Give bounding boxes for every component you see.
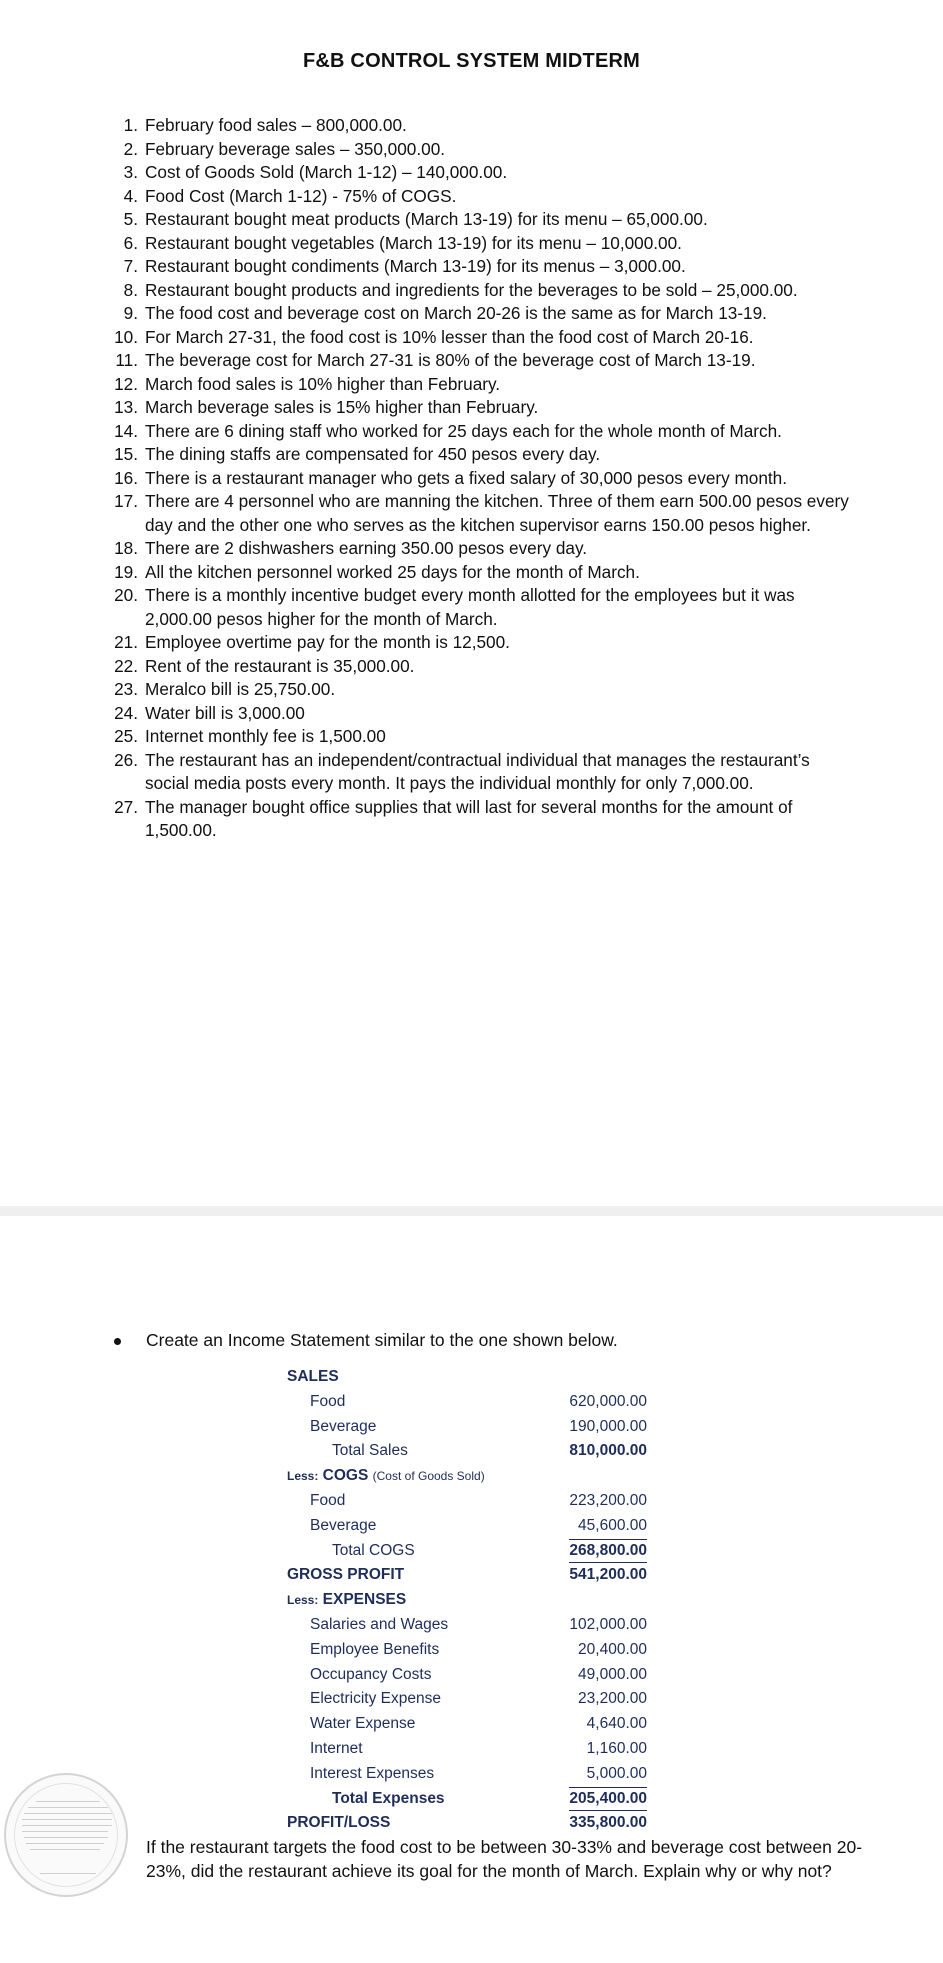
item-number: 4. <box>123 185 138 206</box>
total-cogs-label: Total COGS <box>332 1541 415 1559</box>
seal-text-line <box>36 1801 100 1802</box>
item-text: The dining staffs are compensated for 450 pesos every day. <box>145 444 601 464</box>
instruction-text: Create an Income Statement similar to the one shown below. <box>146 1330 618 1350</box>
item-number: 13. <box>114 397 138 417</box>
expense-value: 4,640.00 <box>586 1715 647 1733</box>
item-text: The restaurant has an independent/contractual individual that manages the restaurant’s social media posts every month. It pays the individual monthly for only 7,000.00. <box>145 749 810 793</box>
page-title: F&B CONTROL SYSTEM MIDTERM <box>302 50 641 72</box>
item-number: 2. <box>123 138 138 159</box>
profit-loss-value: 335,800.00 <box>569 1814 647 1832</box>
list-item <box>110 631 850 655</box>
less-label: Less: <box>287 1593 319 1608</box>
expense-value: 23,200.00 <box>578 1690 647 1708</box>
expense-value: 1,160.00 <box>586 1739 647 1757</box>
problem-list <box>110 114 850 843</box>
list-item <box>110 561 850 585</box>
seal-text-line <box>24 1837 108 1838</box>
item-text: Food Cost (March 1-12) - 75% of COGS. <box>145 185 457 206</box>
item-number: 15. <box>114 444 138 464</box>
total-sales-label: Total Sales <box>332 1442 408 1460</box>
expense-label: Electricity Expense <box>310 1690 441 1708</box>
sales-beverage-value: 190,000.00 <box>569 1417 647 1435</box>
seal-inner-ring <box>14 1783 118 1887</box>
expenses-header: EXPENSES <box>322 1591 407 1609</box>
sales-food-value: 620,000.00 <box>569 1392 647 1410</box>
item-number: 21. <box>114 632 138 652</box>
less-label: Less: <box>287 1469 319 1484</box>
list-item <box>110 326 850 350</box>
expense-label: Employee Benefits <box>310 1640 440 1658</box>
instruction-bullet <box>110 1328 618 1352</box>
item-text: There are 4 personnel who are manning the kitchen. Three of them earn 500.00 pesos every day and the other one who serves as the kitchen supervisor earns 150.00 pesos higher. <box>145 491 849 535</box>
item-number: 25. <box>114 726 138 746</box>
list-item <box>110 396 850 420</box>
sales-header: SALES <box>287 1368 339 1385</box>
item-number: 11. <box>115 350 138 370</box>
expense-label: Salaries and Wages <box>310 1615 449 1633</box>
cogs-subtitle: (Cost of Goods Sold) <box>372 1469 485 1484</box>
item-text: There is a restaurant manager who gets a fixed salary of 30,000 pesos every month. <box>145 467 788 488</box>
list-item <box>110 232 850 256</box>
expense-label: Internet <box>310 1739 363 1757</box>
seal-text-line <box>22 1819 112 1820</box>
page-divider <box>0 1206 943 1216</box>
seal-text-line <box>40 1873 96 1874</box>
item-text: The manager bought office supplies that will last for several months for the amount of 1,500.00. <box>145 796 793 840</box>
item-text: Cost of Goods Sold (March 1-12) – 140,000.00. <box>145 162 508 182</box>
item-text: February food sales – 800,000.00. <box>145 115 407 135</box>
page-two <box>0 1216 943 1963</box>
sales-beverage-label: Beverage <box>310 1417 377 1435</box>
seal-text-line <box>24 1813 112 1814</box>
total-expenses-value: 205,400.00 <box>569 1787 647 1811</box>
item-number: 19. <box>114 561 138 582</box>
list-item <box>110 467 850 491</box>
item-text: There is a monthly incentive budget every month allotted for the employees but it was 2,000.00 pesos higher for the month of March. <box>145 585 795 629</box>
list-item <box>110 725 850 749</box>
list-item <box>110 161 850 185</box>
expense-label: Water Expense <box>310 1715 416 1733</box>
sales-food-label: Food <box>310 1392 346 1410</box>
item-number: 24. <box>114 702 138 723</box>
item-number: 3. <box>123 162 138 182</box>
item-text: February beverage sales – 350,000.00. <box>145 138 446 159</box>
seal-text-line <box>26 1843 104 1844</box>
list-item <box>110 349 850 373</box>
item-number: 26. <box>114 749 138 770</box>
question-text: If the restaurant targets the food cost to be between 30-33% and beverage cost between 20-23%, did the restaurant achieve its goal for the month of March. Explain why or why not? <box>146 1837 863 1881</box>
item-text: Restaurant bought condiments (March 13-19) for its menus – 3,000.00. <box>145 256 686 276</box>
item-number: 5. <box>123 209 138 229</box>
expense-value: 102,000.00 <box>569 1615 647 1633</box>
list-item <box>110 279 850 303</box>
cogs-header: COGS <box>322 1467 369 1485</box>
item-text: There are 2 dishwashers earning 350.00 pesos every day. <box>145 538 588 558</box>
item-text: Meralco bill is 25,750.00. <box>145 679 336 699</box>
item-number: 20. <box>114 585 138 605</box>
profit-loss-label: PROFIT/LOSS <box>287 1814 391 1832</box>
list-item <box>110 420 850 444</box>
total-cogs-value: 268,800.00 <box>569 1539 647 1563</box>
item-number: 14. <box>114 420 138 441</box>
item-text: March food sales is 10% higher than February. <box>145 373 501 394</box>
item-text: Restaurant bought vegetables (March 13-19) for its menu – 10,000.00. <box>145 232 682 253</box>
seal-text-line <box>22 1831 108 1832</box>
list-item <box>110 302 850 326</box>
list-item <box>110 796 850 843</box>
list-item <box>110 678 850 702</box>
item-text: The food cost and beverage cost on March 20-26 is the same as for March 13-19. <box>145 303 767 323</box>
item-text: March beverage sales is 15% higher than February. <box>145 397 539 417</box>
list-item <box>110 749 850 796</box>
item-text: Internet monthly fee is 1,500.00 <box>145 726 386 746</box>
bullet-icon <box>114 1338 121 1345</box>
item-text: Employee overtime pay for the month is 12,500. <box>145 632 510 652</box>
list-item <box>110 443 850 467</box>
cogs-beverage-label: Beverage <box>310 1516 377 1534</box>
item-text: Rent of the restaurant is 35,000.00. <box>145 655 415 676</box>
expense-label: Occupancy Costs <box>310 1665 432 1683</box>
total-expenses-label: Total Expenses <box>332 1789 445 1807</box>
list-item <box>110 373 850 397</box>
item-number: 1. <box>123 115 138 135</box>
seal-text-line <box>28 1807 108 1808</box>
item-text: Restaurant bought meat products (March 13-19) for its menu – 65,000.00. <box>145 209 708 229</box>
list-item <box>110 655 850 679</box>
item-number: 6. <box>123 232 138 253</box>
stamp-seal-image <box>4 1773 128 1897</box>
item-text: Water bill is 3,000.00 <box>145 702 305 723</box>
expense-value: 5,000.00 <box>586 1764 647 1782</box>
item-number: 16. <box>114 467 138 488</box>
item-number: 12. <box>114 373 138 394</box>
item-text: For March 27-31, the food cost is 10% lesser than the food cost of March 20-16. <box>145 326 754 347</box>
cogs-food-value: 223,200.00 <box>569 1491 647 1509</box>
list-item <box>110 185 850 209</box>
item-number: 9. <box>123 303 138 323</box>
list-item <box>110 584 850 631</box>
item-number: 7. <box>123 256 138 276</box>
income-statement <box>287 1365 647 1836</box>
gross-profit-value: 541,200.00 <box>569 1566 647 1584</box>
item-number: 10. <box>114 326 138 347</box>
item-number: 27. <box>114 796 138 817</box>
expense-value: 20,400.00 <box>578 1640 647 1658</box>
list-item <box>110 208 850 232</box>
gross-profit-label: GROSS PROFIT <box>287 1566 405 1584</box>
seal-text-line <box>22 1825 112 1826</box>
item-number: 8. <box>123 279 138 300</box>
item-text: All the kitchen personnel worked 25 days for the month of March. <box>145 561 640 582</box>
seal-text-line <box>30 1849 100 1850</box>
list-item <box>110 255 850 279</box>
cogs-beverage-value: 45,600.00 <box>578 1516 647 1534</box>
item-text: The beverage cost for March 27-31 is 80% of the beverage cost of March 13-19. <box>145 350 756 370</box>
item-text: There are 6 dining staff who worked for 25 days each for the whole month of March. <box>145 420 782 441</box>
item-text: Restaurant bought products and ingredients for the beverages to be sold – 25,000.00. <box>145 279 798 300</box>
list-item <box>110 490 850 537</box>
cogs-food-label: Food <box>310 1491 346 1509</box>
item-number: 23. <box>114 679 138 699</box>
item-number: 17. <box>114 491 138 511</box>
item-number: 18. <box>114 538 138 558</box>
item-number: 22. <box>114 655 138 676</box>
expense-label: Interest Expenses <box>310 1764 435 1782</box>
expense-value: 49,000.00 <box>578 1665 647 1683</box>
list-item <box>110 114 850 138</box>
list-item <box>110 702 850 726</box>
list-item <box>110 138 850 162</box>
total-sales-value: 810,000.00 <box>569 1442 647 1460</box>
list-item <box>110 537 850 561</box>
